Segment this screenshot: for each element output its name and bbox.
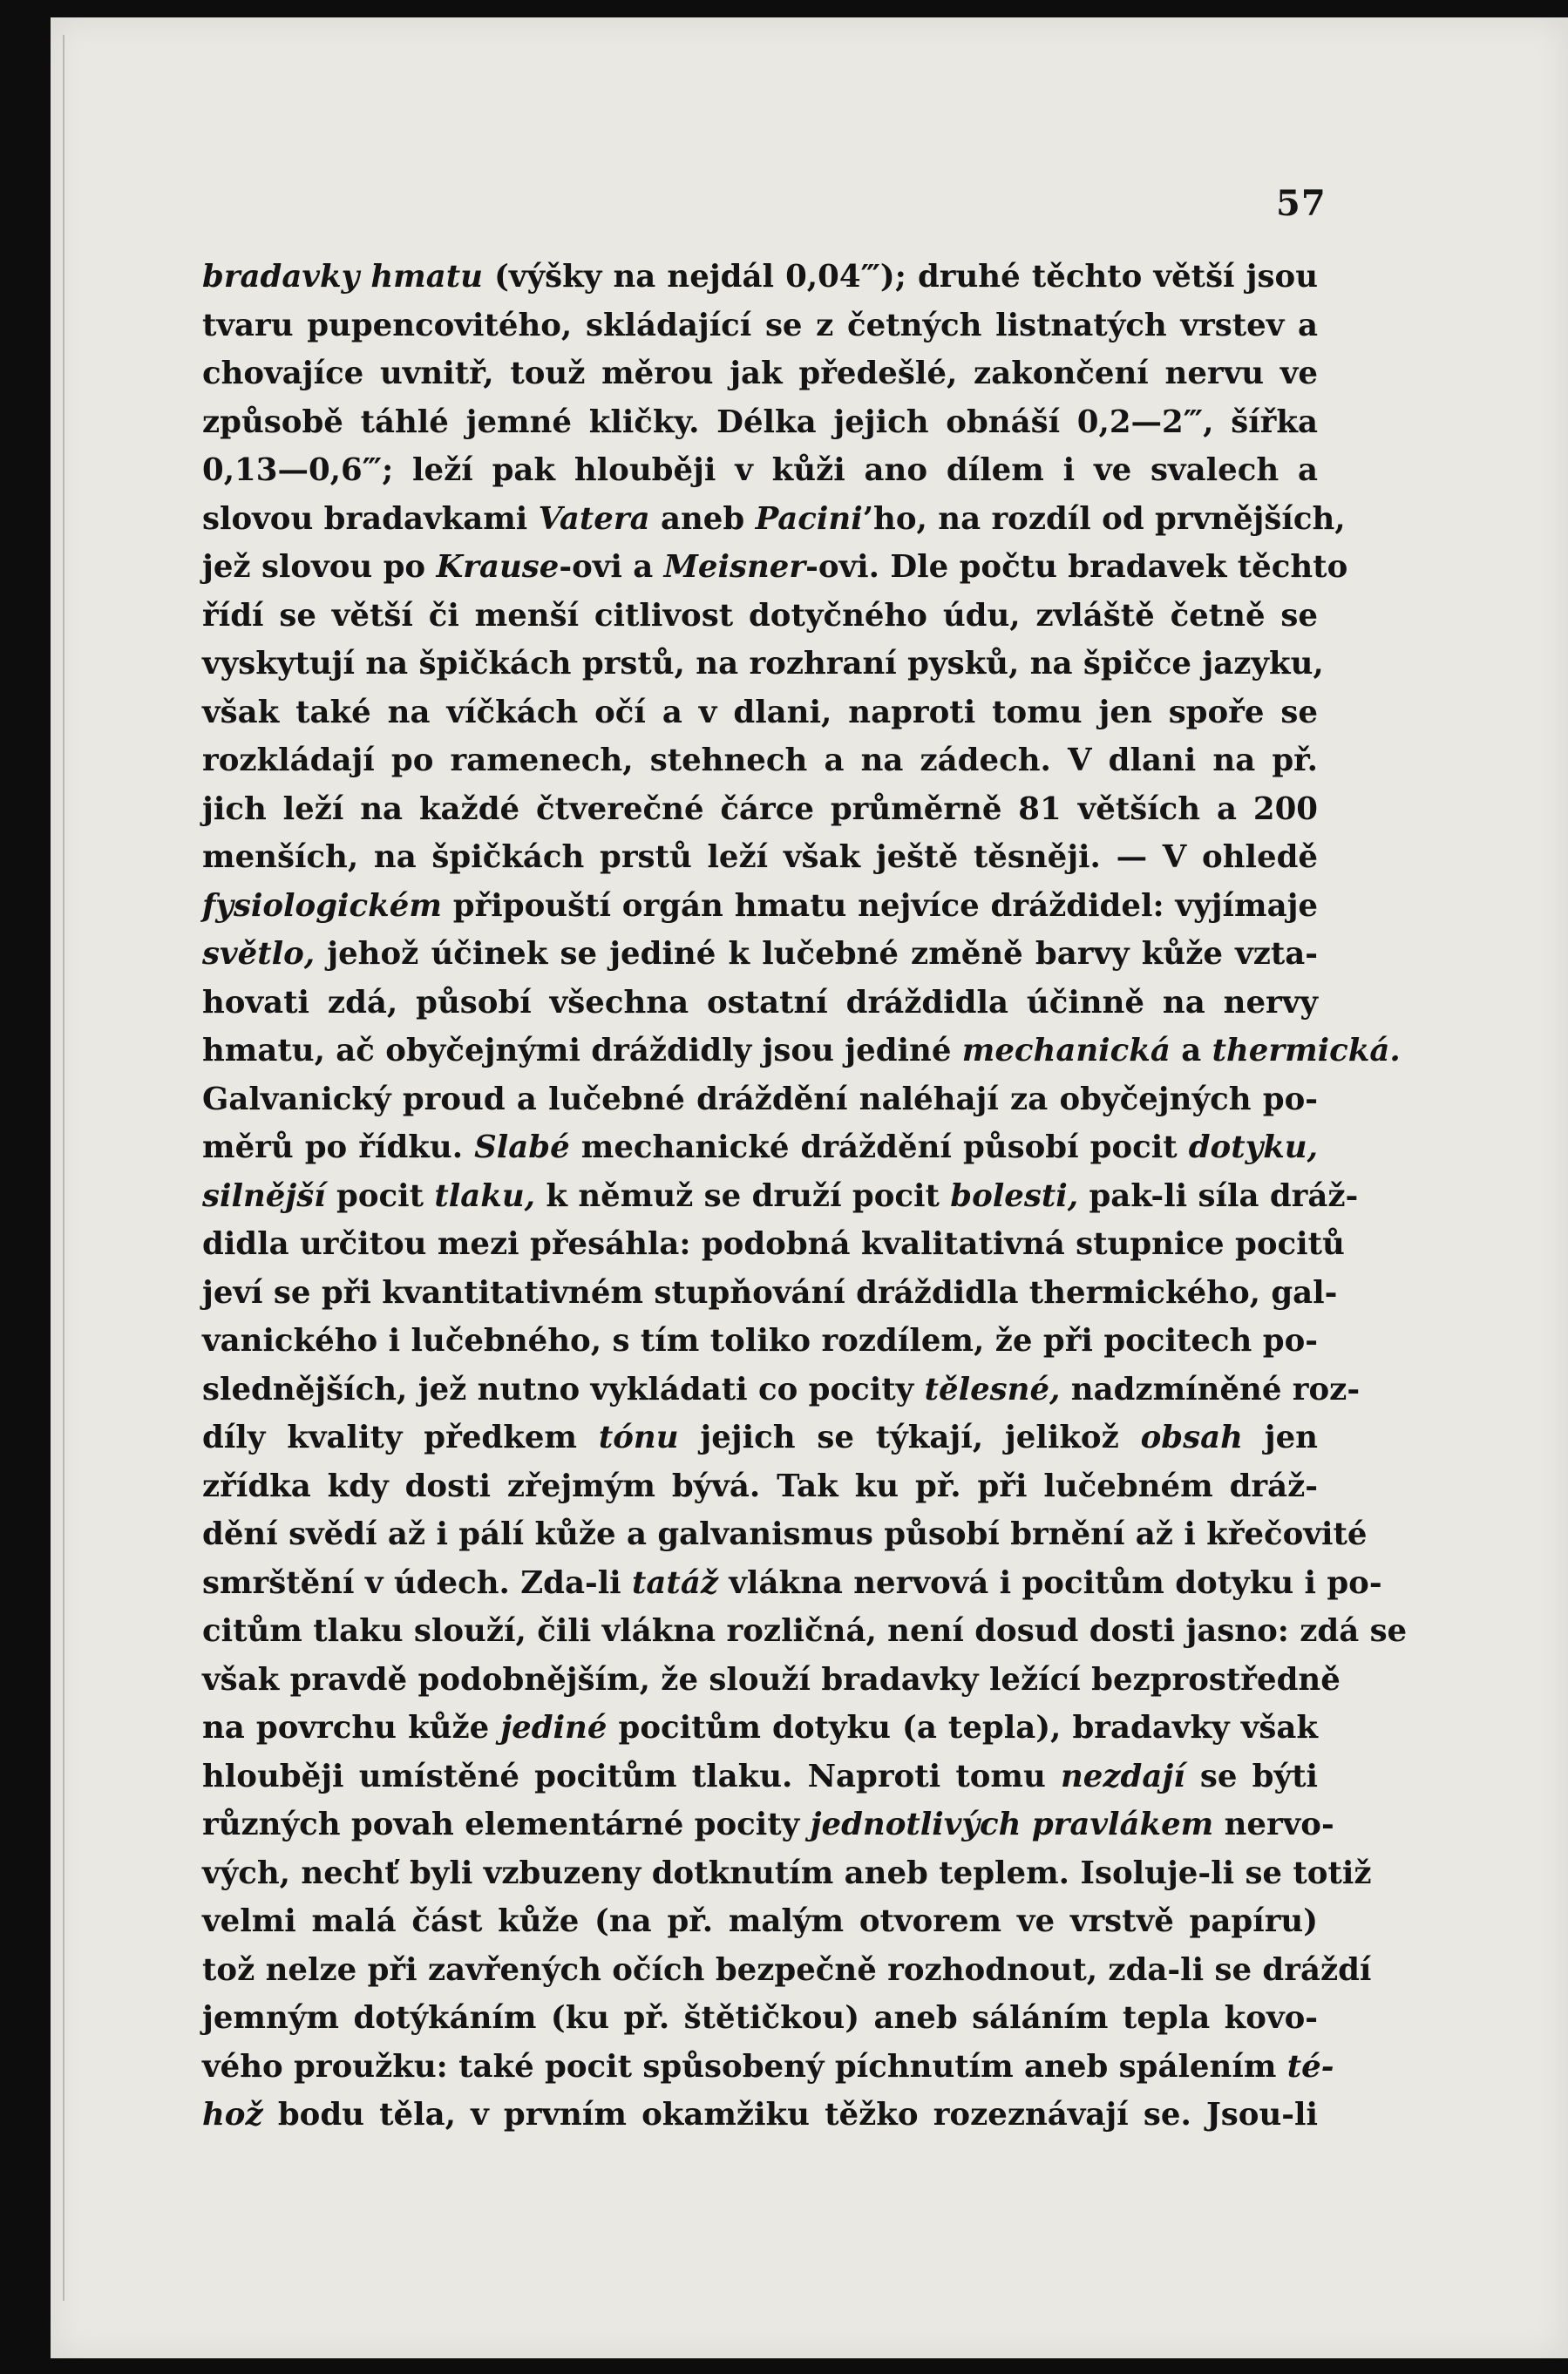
italic-text-segment: Krause	[436, 549, 560, 585]
text-line	[202, 1753, 1318, 1801]
italic-text-segment: jednotlivých pravlákem	[810, 1807, 1214, 1842]
text-segment: velmi malá část kůže (na př. malým otvorem ve vrstvě papíru)	[202, 1903, 1318, 1939]
text-segment: menších, na špičkách prstů leží však ještě těsněji. — V ohledě	[202, 839, 1318, 875]
text-segment: vého proužku: také pocit spůsobený píchnutím aneb spálením	[202, 2048, 1287, 2085]
text-segment: vlákna nervová i pocitům dotyku i po-	[718, 1564, 1382, 1601]
italic-text-segment: thermická.	[1212, 1033, 1401, 1068]
text-line	[202, 1510, 1368, 1559]
text-segment: bodu těla, v prvním okamžiku těžko rozeznávají se. Jsou-li	[262, 2097, 1318, 2133]
text-line	[202, 785, 1318, 834]
text-line	[202, 1559, 1382, 1608]
text-segment: řídí se větší či menší citlivost dotyčného údu, zvláště četně se	[202, 597, 1318, 634]
italic-text-segment: Pacini	[755, 500, 863, 537]
text-segment: však také na víčkách očí a v dlani, naproti tomu jen spoře se	[202, 694, 1318, 730]
italic-text-segment: Slabé	[474, 1129, 570, 1165]
text-segment: mechanické dráždění působí pocit	[569, 1129, 1189, 1165]
text-segment: -ovi. Dle počtu bradavek těchto	[805, 549, 1348, 585]
text-segment: k němuž se druží pocit	[535, 1177, 951, 1214]
text-segment: však pravdě podobnějším, že slouží bradavky ležící bezprostředně	[202, 1661, 1341, 1698]
text-segment: jež slovou po	[202, 549, 437, 585]
text-line	[202, 1607, 1408, 1656]
text-segment: tož nelze při zavřených očích bezpečně rozhodnout, zda-li se dráždí	[202, 1951, 1372, 1988]
text-segment: didla určitou mezi přesáhla: podobná kvalitativná stupnice pocitů	[202, 1226, 1345, 1262]
text-line	[202, 1849, 1372, 1898]
text-line	[202, 398, 1318, 447]
text-segment: dění svědí až i pálí kůže a galvanismus působí brnění až i křečovité	[202, 1516, 1368, 1552]
italic-text-segment: tlaku,	[434, 1177, 536, 1214]
text-segment: nadzmíněné roz-	[1060, 1371, 1361, 1407]
italic-text-segment: tělesné,	[924, 1371, 1061, 1407]
text-segment: různých povah elementárné pocity	[202, 1807, 811, 1842]
text-segment: jen	[1242, 1420, 1318, 1455]
text-line	[202, 736, 1318, 785]
text-line	[202, 592, 1318, 641]
text-line	[202, 1801, 1334, 1849]
text-segment: slovou bradavkami	[202, 500, 539, 537]
italic-text-segment: fysiologickém	[202, 887, 442, 924]
text-segment: způsobě táhlé jemné kličky. Délka jejich obnáší 0,2—2‴, šířka	[202, 404, 1318, 440]
text-segment: zřídka kdy dosti zřejmým bývá. Tak ku př. při lučebném dráž-	[202, 1468, 1318, 1504]
text-line	[202, 495, 1346, 544]
text-segment: se býti	[1184, 1758, 1318, 1794]
text-line	[202, 1366, 1361, 1414]
text-line	[202, 349, 1318, 398]
italic-text-segment: hož	[202, 2097, 263, 2133]
text-line	[202, 979, 1318, 1028]
text-line	[202, 1172, 1359, 1221]
text-segment: pak-li síla dráž-	[1078, 1177, 1359, 1214]
text-line	[202, 833, 1318, 882]
text-line	[202, 1317, 1318, 1366]
italic-text-segment: bolesti,	[950, 1177, 1079, 1214]
text-segment: smrštění v údech. Zda-li	[202, 1564, 633, 1601]
text-line	[202, 1027, 1401, 1075]
text-segment: tvaru pupencovitého, skládající se z četných listnatých vrstev a	[202, 307, 1318, 343]
text-line	[202, 688, 1318, 737]
text-segment: pocit	[325, 1177, 435, 1214]
text-line	[202, 446, 1318, 495]
text-segment: (výšky na nejdál 0,04‴); druhé těchto větší jsou	[482, 259, 1319, 295]
text-line	[202, 253, 1318, 302]
italic-text-segment: mechanická	[961, 1033, 1171, 1068]
text-segment: jehož účinek se jediné k lučebné změně barvy kůže vzta-	[315, 936, 1318, 972]
text-line	[202, 1656, 1341, 1705]
text-segment: jejich se týkají, jelikož	[678, 1420, 1141, 1455]
text-segment: hlouběji umístěné pocitům tlaku. Naproti tomu	[202, 1758, 1061, 1794]
text-line	[202, 1897, 1318, 1946]
italic-text-segment: dotyku,	[1188, 1129, 1318, 1165]
text-line	[202, 302, 1318, 350]
text-segment: chovajíce uvnitř, touž měrou jak předešlé, zakončení nervu ve	[202, 356, 1318, 391]
text-segment: 0,13—0,6‴; leží pak hlouběji v kůži ano dílem i ve svalech a	[202, 452, 1318, 488]
text-segment: vyskytují na špičkách prstů, na rozhraní pysků, na špičce jazyku,	[202, 646, 1324, 682]
text-line	[202, 1946, 1372, 1995]
italic-text-segment: Meisner	[663, 549, 806, 585]
text-line	[202, 1704, 1318, 1753]
text-segment: nervo-	[1213, 1807, 1334, 1842]
text-line	[202, 1123, 1318, 1172]
text-segment: vanického i lučebného, s tím toliko rozdílem, že při pocitech po-	[202, 1323, 1318, 1359]
text-line	[202, 543, 1348, 592]
text-segment: slednějších, jež nutno vykládati co pocity	[202, 1371, 925, 1407]
text-segment: díly kvality předkem	[202, 1420, 599, 1455]
text-line	[202, 930, 1318, 979]
text-line	[202, 1462, 1318, 1511]
italic-text-segment: té-	[1286, 2048, 1334, 2085]
text-line	[202, 1414, 1318, 1462]
italic-text-segment: silnější	[202, 1177, 326, 1214]
text-segment: -ovi a	[559, 549, 664, 585]
page-edge-line	[63, 35, 64, 2301]
italic-text-segment: tatáž	[632, 1564, 718, 1601]
italic-text-segment: obsah	[1140, 1420, 1243, 1455]
italic-text-segment: bradavky hmatu	[202, 259, 483, 295]
text-line	[202, 1075, 1318, 1124]
text-segment: aneb	[649, 500, 756, 537]
text-segment: připouští orgán hmatu nejvíce dráždidel: vyjímaje	[441, 887, 1318, 924]
text-segment: Galvanický proud a lučebné dráždění naléhají za obyčejných po-	[202, 1081, 1318, 1117]
text-segment: na povrchu kůže	[202, 1710, 501, 1746]
body-text	[202, 253, 1408, 2140]
text-segment: jich leží na každé čtverečné čárce průměrně 81 větších a 200	[202, 790, 1318, 827]
italic-text-segment: nezdají	[1060, 1758, 1185, 1794]
italic-text-segment: světlo,	[202, 936, 316, 972]
text-segment: měrů po řídku.	[202, 1129, 475, 1165]
text-segment: vých, nechť byli vzbuzeny dotknutím aneb teplem. Isoluje-li se totiž	[202, 1855, 1372, 1891]
text-line	[202, 2091, 1318, 2140]
text-line	[202, 640, 1324, 688]
text-segment: hmatu, ač obyčejnými dráždidly jsou jediné	[202, 1033, 962, 1068]
page-number: 57	[1276, 183, 1327, 224]
text-segment: jemným dotýkáním (ku př. štětičkou) aneb sáláním tepla kovo-	[202, 2000, 1318, 2036]
text-segment: pocitům dotyku (a tepla), bradavky však	[607, 1710, 1318, 1746]
text-segment: ’ho, na rozdíl od prvnějších,	[862, 500, 1346, 537]
italic-text-segment: tónu	[598, 1420, 679, 1455]
text-line	[202, 1269, 1338, 1318]
text-segment: jeví se při kvantitativném stupňování dráždidla thermického, gal-	[202, 1274, 1338, 1311]
text-line	[202, 2043, 1334, 2092]
text-segment: a	[1170, 1033, 1212, 1068]
text-segment: hovati zdá, působí všechna ostatní dráždidla účinně na nervy	[202, 984, 1318, 1021]
text-line	[202, 882, 1318, 931]
text-segment: citům tlaku slouží, čili vlákna rozličná, není dosud dosti jasno: zdá se	[202, 1613, 1408, 1649]
italic-text-segment: Vatera	[538, 500, 650, 537]
italic-text-segment: jediné	[500, 1710, 608, 1746]
text-segment: rozkládají po ramenech, stehnech a na zádech. V dlani na př.	[202, 743, 1318, 778]
text-line	[202, 1994, 1318, 2043]
text-line	[202, 1220, 1345, 1269]
